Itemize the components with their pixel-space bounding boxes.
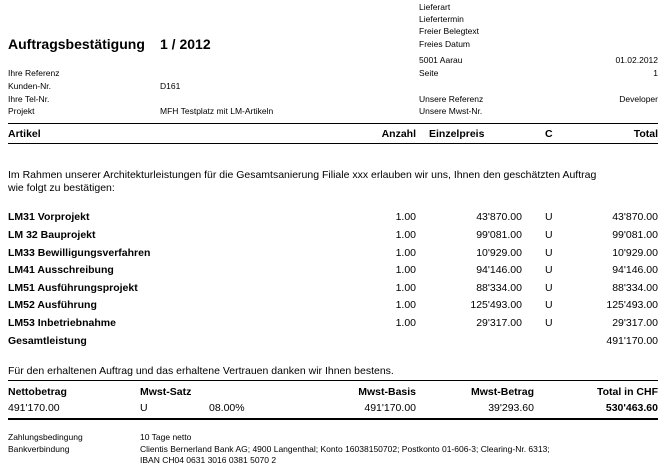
sum-row xyxy=(0,334,672,351)
column-header-article: Artikel xyxy=(8,128,41,140)
payment-terms-value: 10 Tage netto xyxy=(140,432,192,442)
item-qty: 1.00 xyxy=(395,229,416,241)
item-name: LM31 Vorprojekt xyxy=(8,211,90,223)
customer-number-label: Kunden-Nr. xyxy=(8,81,51,91)
item-total: 43'870.00 xyxy=(612,211,658,223)
page-number: 1 xyxy=(653,68,658,78)
summary-base-value: 491'170.00 xyxy=(364,402,416,414)
item-code: U xyxy=(545,282,553,294)
item-total: 125'493.00 xyxy=(606,299,658,311)
table-row xyxy=(0,316,672,333)
place: 5001 Aarau xyxy=(419,55,463,65)
item-name: LM53 Inbetriebnahme xyxy=(8,317,116,329)
item-price: 125'493.00 xyxy=(470,299,522,311)
intro-text-line-1: Im Rahmen unserer Architekturleistungen für die Gesamtsanierung Filiale xxx erlauben wir uns, Ihnen den geschätzten Auftrag xyxy=(8,169,597,181)
item-name: LM52 Ausführung xyxy=(8,299,97,311)
item-name: LM41 Ausschreibung xyxy=(8,264,114,276)
intro-text-line-2: wie folgt zu bestätigen: xyxy=(8,182,115,194)
table-header-top-rule xyxy=(8,123,658,124)
side-field-datum: Freies Datum xyxy=(419,39,471,49)
table-header-bottom-rule xyxy=(8,143,658,144)
item-code: U xyxy=(545,211,553,223)
your-reference-label: Ihre Referenz xyxy=(8,68,60,78)
item-price: 43'870.00 xyxy=(476,211,522,223)
column-header-total: Total xyxy=(633,128,658,140)
sum-value: 491'170.00 xyxy=(606,335,658,347)
table-row xyxy=(0,228,672,245)
table-row xyxy=(0,263,672,280)
summary-net-value: 491'170.00 xyxy=(8,402,60,414)
table-row xyxy=(0,298,672,315)
column-header-unit-price: Einzelpreis xyxy=(429,128,485,140)
item-code: U xyxy=(545,229,553,241)
bank-details-label: Bankverbindung xyxy=(8,444,70,454)
item-code: U xyxy=(545,247,553,259)
document-number: 1 / 2012 xyxy=(160,36,211,52)
item-total: 29'317.00 xyxy=(612,317,658,329)
item-total: 10'929.00 xyxy=(612,247,658,259)
our-reference-label: Unsere Referenz xyxy=(419,94,484,104)
item-qty: 1.00 xyxy=(395,211,416,223)
column-header-code: C xyxy=(545,128,553,140)
item-code: U xyxy=(545,264,553,276)
item-qty: 1.00 xyxy=(395,299,416,311)
side-field-liefertermin: Liefertermin xyxy=(419,14,464,24)
summary-top-rule xyxy=(8,380,658,381)
summary-amount-value: 39'293.60 xyxy=(488,402,534,414)
document-title: Auftragsbestätigung xyxy=(8,36,145,52)
project-value: MFH Testplatz mit LM-Artikeln xyxy=(160,106,274,116)
table-row xyxy=(0,281,672,298)
item-qty: 1.00 xyxy=(395,247,416,259)
item-name: LM51 Ausführungsprojekt xyxy=(8,282,138,294)
side-field-lieferart: Lieferart xyxy=(419,2,451,12)
document-date: 01.02.2012 xyxy=(615,55,658,65)
our-reference-value: Developer xyxy=(619,94,658,104)
summary-header-rate: Mwst-Satz xyxy=(140,386,192,398)
summary-bottom-rule xyxy=(8,418,658,420)
our-vat-label: Unsere Mwst-Nr. xyxy=(419,106,483,116)
your-phone-label: Ihre Tel-Nr. xyxy=(8,94,50,104)
side-field-belegtext: Freier Belegtext xyxy=(419,26,479,36)
summary-header-base: Mwst-Basis xyxy=(358,386,416,398)
item-price: 10'929.00 xyxy=(476,247,522,259)
bank-details-line-1: Clientis Bernerland Bank AG; 4900 Langenthal; Konto 16038150702; Postkonto 01-606-3; Clearing-Nr. 6313; xyxy=(140,444,550,454)
column-header-qty: Anzahl xyxy=(381,128,416,140)
item-code: U xyxy=(545,299,553,311)
item-total: 88'334.00 xyxy=(612,282,658,294)
item-code: U xyxy=(545,317,553,329)
thanks-text: Für den erhaltenen Auftrag und das erhaltene Vertrauen danken wir Ihnen bestens. xyxy=(8,365,394,377)
item-price: 29'317.00 xyxy=(476,317,522,329)
summary-header-total: Total in CHF xyxy=(596,386,658,398)
item-price: 88'334.00 xyxy=(476,282,522,294)
summary-header-amount: Mwst-Betrag xyxy=(470,386,534,398)
item-price: 99'081.00 xyxy=(476,229,522,241)
item-price: 94'146.00 xyxy=(476,264,522,276)
item-qty: 1.00 xyxy=(395,264,416,276)
summary-rate-value: 08.00% xyxy=(209,402,245,414)
summary-header-net: Nettobetrag xyxy=(8,386,67,398)
page-label: Seite xyxy=(419,68,439,78)
customer-number-value: D161 xyxy=(160,81,181,91)
table-row xyxy=(0,210,672,227)
summary-code-value: U xyxy=(140,402,148,414)
item-name: LM33 Bewilligungsverfahren xyxy=(8,247,151,259)
item-qty: 1.00 xyxy=(395,317,416,329)
summary-total-value: 530'463.60 xyxy=(605,402,658,414)
table-row xyxy=(0,246,672,263)
item-name: LM 32 Bauprojekt xyxy=(8,229,96,241)
item-total: 94'146.00 xyxy=(612,264,658,276)
item-qty: 1.00 xyxy=(395,282,416,294)
bank-details-line-2: IBAN CH04 0631 3016 0381 5070 2 xyxy=(140,455,277,465)
sum-label: Gesamtleistung xyxy=(8,335,87,347)
project-label: Projekt xyxy=(8,106,35,116)
payment-terms-label: Zahlungsbedingung xyxy=(8,432,83,442)
item-total: 99'081.00 xyxy=(612,229,658,241)
